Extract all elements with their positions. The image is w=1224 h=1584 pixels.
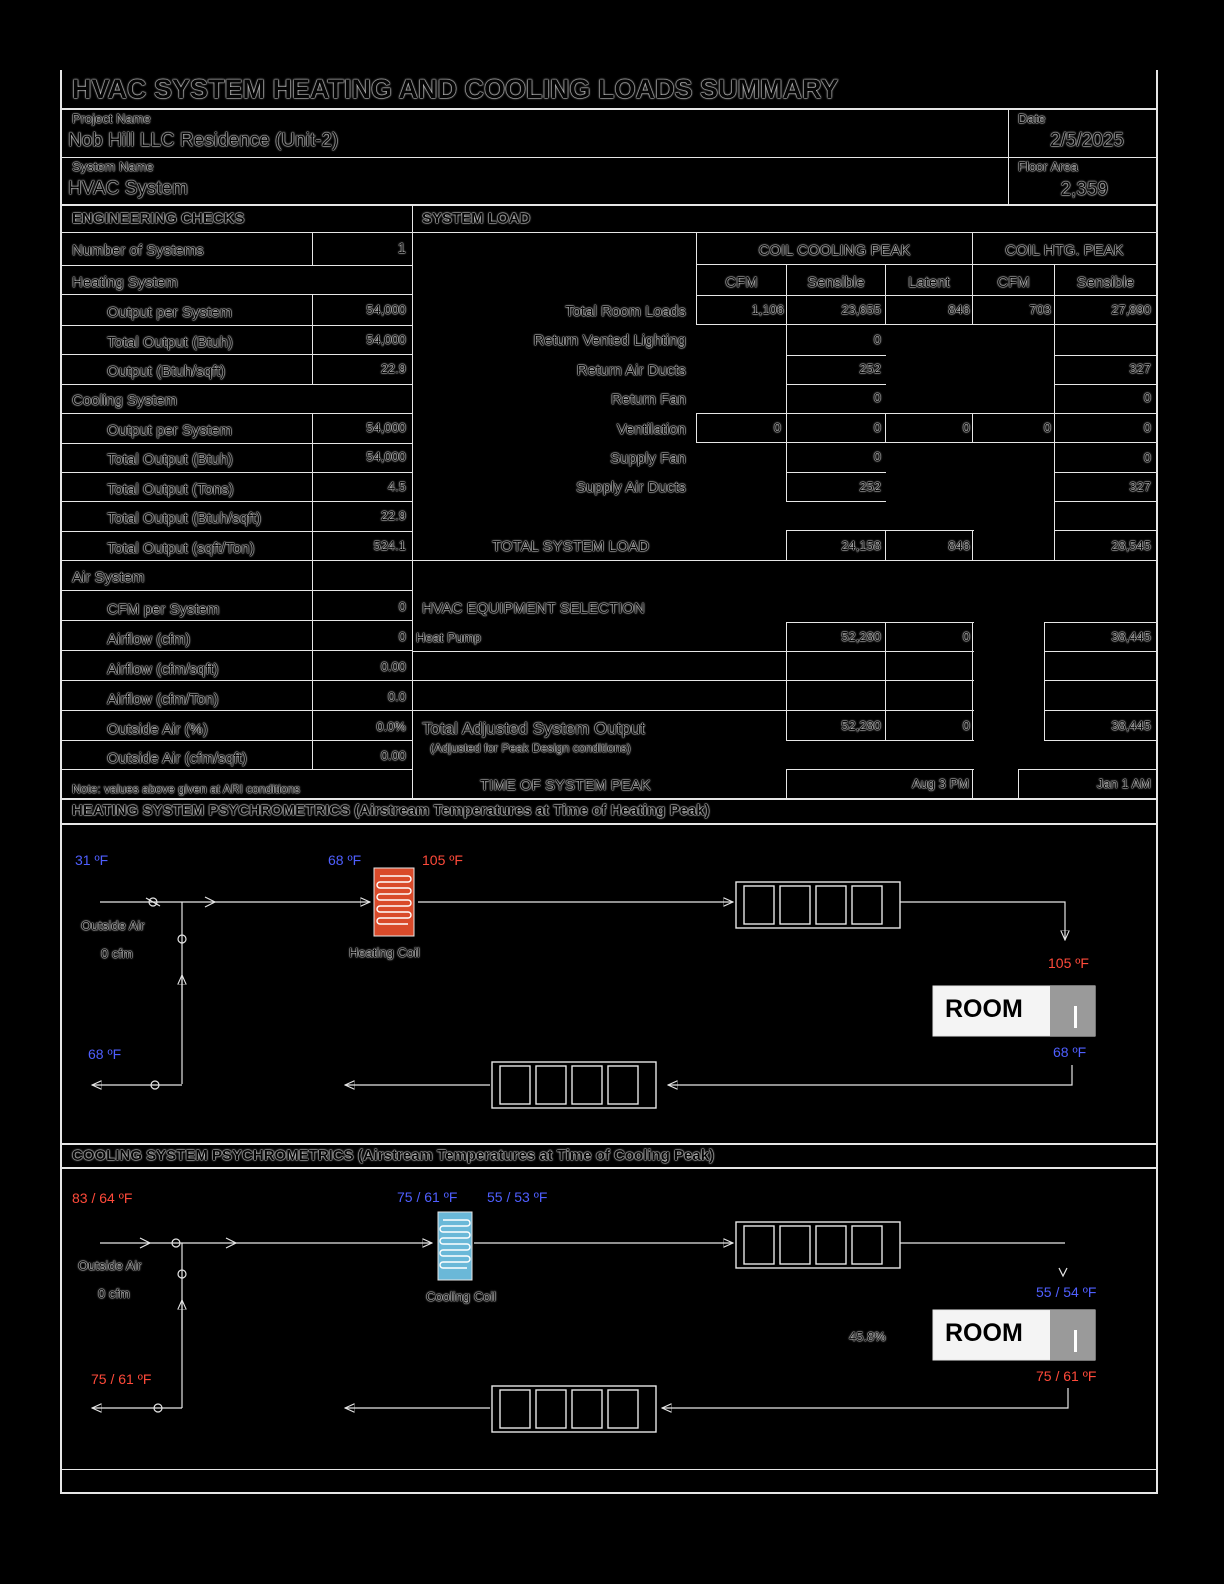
heating-psychrometrics-header: HEATING SYSTEM PSYCHROMETRICS (Airstream Temperatures at Time of Heating Peak) <box>72 802 710 819</box>
heating-supply-drop <box>900 902 1065 940</box>
heating-outside-air-label: Outside Air <box>81 918 145 933</box>
heating-cfm-cell: 0 <box>1043 420 1051 435</box>
air-row-value: 0.00 <box>380 748 406 763</box>
heating-sensible-cell: 0 <box>1143 420 1151 435</box>
project-name: Nob Hill LLC Residence (Unit-2) <box>68 130 339 151</box>
total-heating-sensible: 28,545 <box>1111 538 1151 553</box>
cooling-row-value: 22.9 <box>380 508 406 523</box>
cooling-row-value: 54,000 <box>366 420 406 435</box>
total-system-load-label: TOTAL SYSTEM LOAD <box>492 538 650 555</box>
adjusted-cooling-sensible: 52,280 <box>841 718 881 733</box>
cooling-mixing-riser <box>178 1243 186 1408</box>
coil-cooling-peak-header: COIL COOLING PEAK <box>758 242 911 259</box>
air-row-value: 0 <box>398 629 406 644</box>
air-row-value: 0.00 <box>380 659 406 674</box>
total-cooling-sensible: 24,158 <box>841 538 881 553</box>
col-cooling-latent: Latent <box>908 274 950 291</box>
heating-coil-label: Heating Coil <box>349 945 420 960</box>
heating-peak-time: Jan 1 AM <box>1096 776 1151 791</box>
heating-room-label: ROOM <box>945 995 1023 1023</box>
row-label: Ventilation <box>616 421 686 438</box>
row-label: Return Air Ducts <box>576 362 686 379</box>
cooling-coil-label: Cooling Coil <box>426 1289 497 1304</box>
cooling-outside-air-duct <box>100 1238 432 1248</box>
cooling-latent-cell: 846 <box>948 302 970 317</box>
air-row-label: Outside Air (%) <box>107 721 208 738</box>
cooling-peak-time: Aug 3 PM <box>911 776 969 791</box>
cooling-outside-air-label: Outside Air <box>78 1258 142 1273</box>
cooling-return-line <box>662 1388 1068 1408</box>
cooling-outside-air-cfm: 0 cfm <box>98 1286 130 1301</box>
cooling-return-temp: 75 / 61 ºF <box>91 1371 152 1387</box>
cooling-row-label: Output per System <box>107 422 233 439</box>
air-row-label: Airflow (cfm/sqft) <box>107 661 219 678</box>
heating-outside-air-duct <box>100 897 370 907</box>
report-title: HVAC SYSTEM HEATING AND COOLING LOADS SUMMARY <box>72 74 839 104</box>
air-system-header: Air System <box>72 569 145 586</box>
heating-outside-temp: 31 ºF <box>75 852 109 868</box>
engineering-checks-header: ENGINEERING CHECKS <box>72 210 245 227</box>
heating-coil-icon <box>374 868 414 936</box>
heating-coil-leaving-temp: 105 ºF <box>422 852 463 868</box>
cooling-supply-temp: 55 / 54 ºF <box>1036 1284 1097 1300</box>
heating-row-label: Total Output (Btuh) <box>107 334 233 351</box>
heating-mixed-temp: 68 ºF <box>328 852 362 868</box>
num-systems-label: Number of Systems <box>72 242 204 259</box>
adjusted-cooling-latent: 0 <box>962 718 970 733</box>
row-label: Supply Fan <box>610 450 686 467</box>
heating-outside-air-cfm: 0 cfm <box>101 946 133 961</box>
heating-supply-fan-icon <box>736 882 900 928</box>
equipment-label: Heat Pump <box>416 630 482 645</box>
heating-sensible-cell: 327 <box>1129 479 1151 494</box>
row-label: Total Room Loads <box>565 303 686 320</box>
air-row-label: CFM per System <box>107 601 220 618</box>
cooling-latent-cell: 0 <box>962 420 970 435</box>
cooling-return-fan-icon <box>492 1386 656 1432</box>
system-load-header: SYSTEM LOAD <box>422 210 531 227</box>
cooling-sensible-cell: 0 <box>873 390 881 405</box>
ari-note: Note: values above given at ARI conditions <box>72 782 301 796</box>
cooling-room-temp: 75 / 61 ºF <box>1036 1368 1097 1384</box>
equipment-selection-header: HVAC EQUIPMENT SELECTION <box>422 600 645 617</box>
heating-row-value: 54,000 <box>366 302 406 317</box>
cooling-sensible-cell: 0 <box>873 449 881 464</box>
date-label: Date <box>1018 111 1046 126</box>
heating-return-fan-icon <box>492 1062 656 1108</box>
cooling-psychrometrics-header: COOLING SYSTEM PSYCHROMETRICS (Airstream Temperatures at Time of Cooling Peak) <box>72 1147 715 1164</box>
cooling-row-label: Total Output (Btuh) <box>107 451 233 468</box>
heating-mixing-riser <box>178 902 186 1084</box>
floor-area-value: 2,359 <box>1060 179 1108 200</box>
air-row-label: Airflow (cfm) <box>107 631 191 648</box>
cooling-mixed-temp: 75 / 61 ºF <box>397 1189 458 1205</box>
heating-system-header: Heating System <box>72 274 178 291</box>
total-cooling-latent: 846 <box>948 538 970 553</box>
heating-sensible-cell: 27,890 <box>1111 302 1151 317</box>
cooling-outside-temp: 83 / 64 ºF <box>72 1190 133 1206</box>
coil-heating-peak-header: COIL HTG. PEAK <box>1005 242 1124 259</box>
col-heating-cfm: CFM <box>997 274 1030 291</box>
cooling-sensible-cell: 0 <box>873 420 881 435</box>
num-systems-value: 1 <box>397 240 406 257</box>
cooling-system-header: Cooling System <box>72 392 178 409</box>
cooling-row-value: 4.5 <box>387 479 406 494</box>
adjusted-output-label: Total Adjusted System Output <box>422 719 646 738</box>
cooling-row-value: 54,000 <box>366 449 406 464</box>
equipment-cooling-latent: 0 <box>962 629 970 644</box>
cooling-cfm-cell: 1,106 <box>751 302 784 317</box>
cooling-row-label: Total Output (Btuh/sqft) <box>107 510 262 527</box>
equipment-heating-sensible: 38,445 <box>1111 629 1151 644</box>
cooling-coil-icon <box>438 1212 472 1280</box>
floor-area-label: Floor Area <box>1018 159 1078 174</box>
heating-sensible-cell: 0 <box>1143 450 1151 465</box>
cooling-supply-fan-icon <box>736 1222 900 1268</box>
system-name: HVAC System <box>68 178 189 199</box>
heating-cfm-cell: 703 <box>1029 302 1051 317</box>
cooling-cfm-cell: 0 <box>773 420 781 435</box>
equipment-cooling-sensible: 52,280 <box>841 629 881 644</box>
cooling-supply-arrow <box>1059 1268 1067 1276</box>
heating-sensible-cell: 327 <box>1129 361 1151 376</box>
heating-return-line <box>668 1065 1072 1085</box>
system-name-label: System Name <box>72 159 154 174</box>
air-row-value: 0.0 <box>387 689 406 704</box>
cooling-sensible-cell: 252 <box>859 479 881 494</box>
col-cooling-sensible: Sensible <box>807 274 865 291</box>
row-label: Supply Air Ducts <box>575 479 686 496</box>
cooling-row-label: Total Output (sqft/Ton) <box>107 540 255 557</box>
adjusted-output-note: (Adjusted for Peak Design conditions) <box>430 741 631 755</box>
heating-return-temp: 68 ºF <box>88 1046 122 1062</box>
project-name-label: Project Name <box>72 111 151 126</box>
col-cooling-cfm: CFM <box>725 274 758 291</box>
cooling-row-label: Total Output (Tons) <box>107 481 234 498</box>
cooling-sensible-cell: 23,655 <box>841 302 881 317</box>
row-label: Return Vented Lighting <box>533 332 686 349</box>
room-relative-humidity: 45.8% <box>849 1329 886 1344</box>
cooling-sensible-cell: 252 <box>859 361 881 376</box>
cooling-room-label: ROOM <box>945 1319 1023 1347</box>
air-row-label: Outside Air (cfm/sqft) <box>107 750 248 767</box>
air-row-value: 0 <box>398 599 406 614</box>
air-row-value: 0.0% <box>376 719 406 734</box>
heating-supply-temp: 105 ºF <box>1048 955 1089 971</box>
cooling-coil-leaving-temp: 55 / 53 ºF <box>487 1189 548 1205</box>
adjusted-heating-sensible: 38,445 <box>1111 718 1151 733</box>
cooling-row-value: 524.1 <box>373 538 406 553</box>
heating-sensible-cell: 0 <box>1143 390 1151 405</box>
heating-row-label: Output (Btuh/sqft) <box>107 363 226 380</box>
peak-time-label: TIME OF SYSTEM PEAK <box>480 777 651 794</box>
heating-row-value: 54,000 <box>366 332 406 347</box>
air-row-label: Airflow (cfm/Ton) <box>107 691 219 708</box>
heating-room-temp: 68 ºF <box>1053 1044 1087 1060</box>
col-heating-sensible: Sensible <box>1076 274 1135 291</box>
heating-row-value: 22.9 <box>380 361 406 376</box>
cooling-sensible-cell: 0 <box>873 332 881 347</box>
row-label: Return Fan <box>610 391 686 408</box>
date-value: 2/5/2025 <box>1050 130 1124 151</box>
heating-row-label: Output per System <box>107 304 233 321</box>
